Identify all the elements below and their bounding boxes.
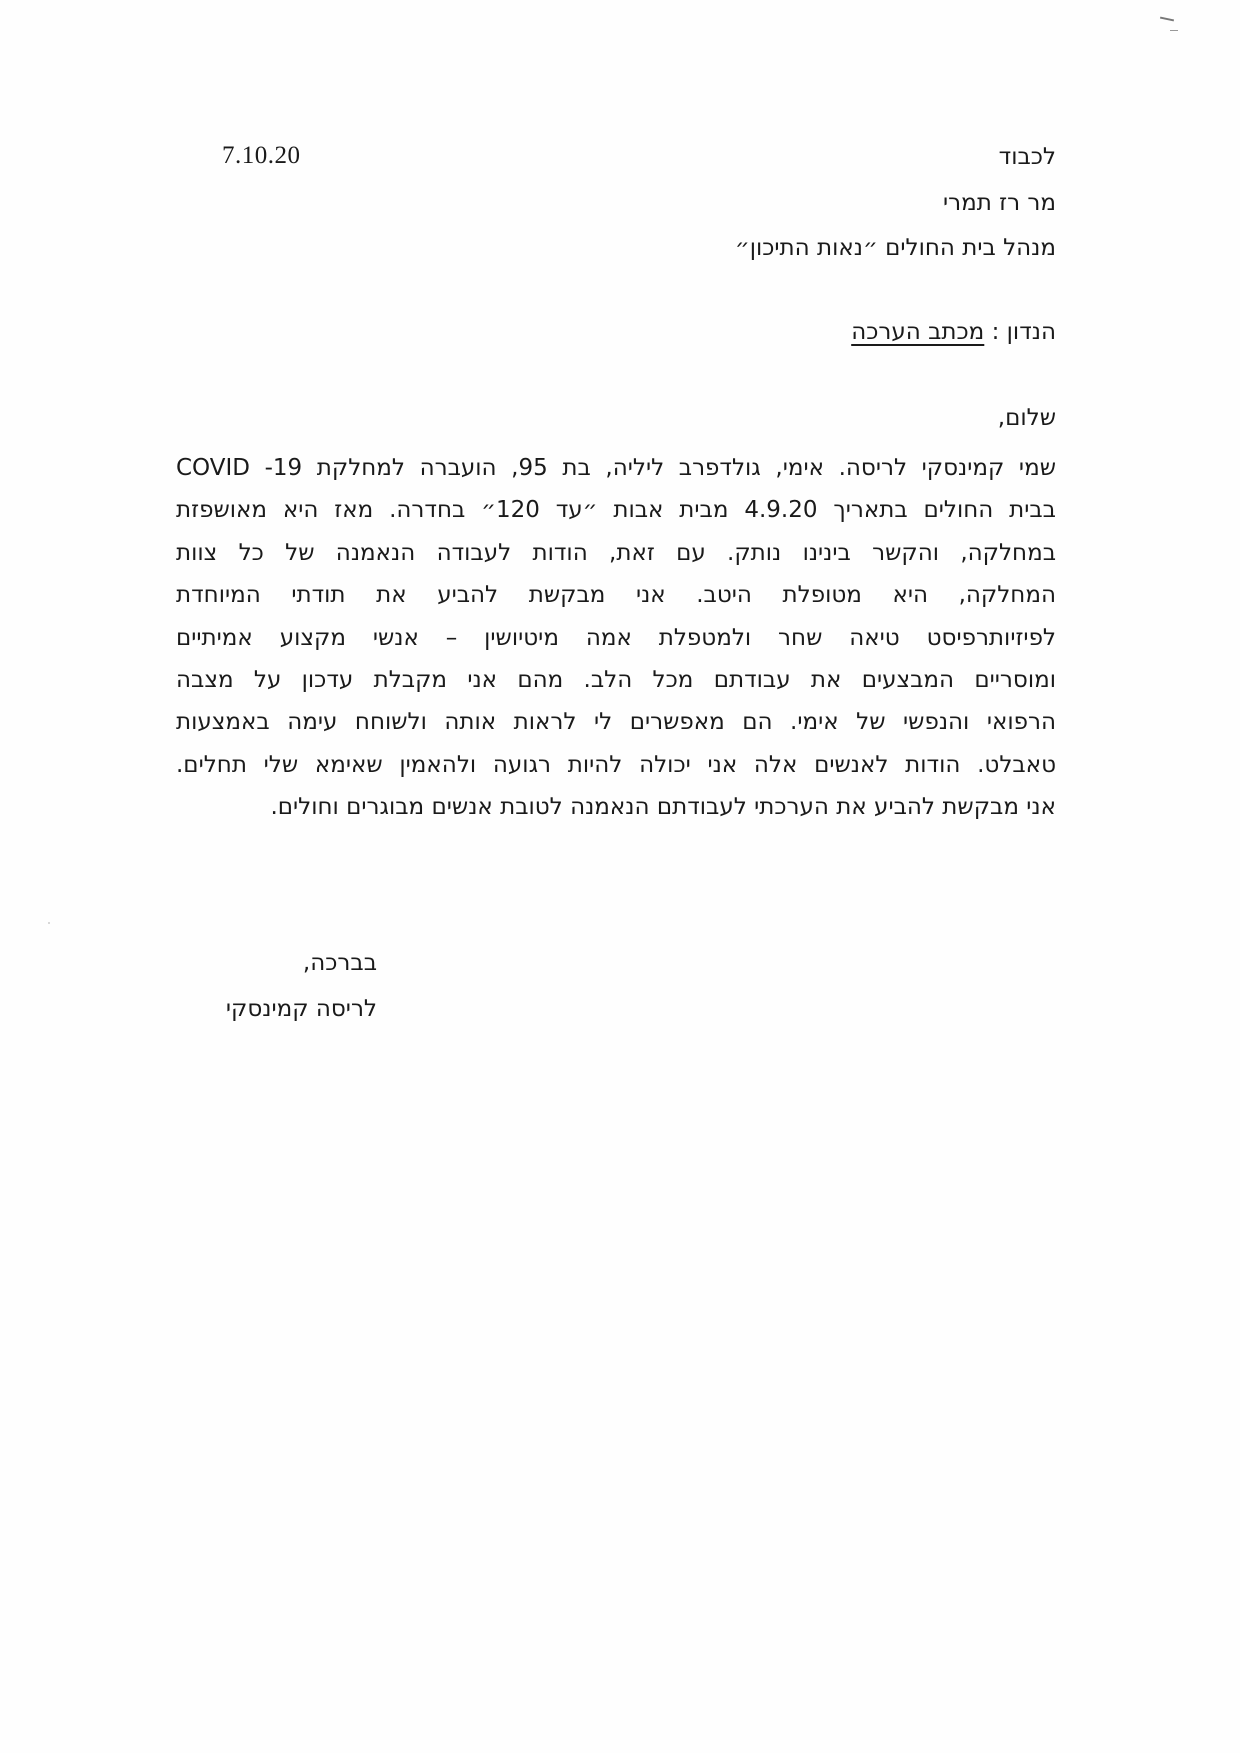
body-line: אני מבקשת להביע את הערכתי לעבודתם הנאמנה לטובת אנשים מבוגרים וחולים. xyxy=(270,794,1056,821)
closing-regards: בברכה, xyxy=(302,950,377,976)
recipient-name: מר רז תמרי xyxy=(942,190,1056,216)
body-line: הרפואי והנפשי של אימי. הם מאפשרים לי לראות אותה ולשוחח עימה באמצעות xyxy=(176,709,1056,736)
body-line: ומוסריים המבצעים את עבודתם מכל הלב. מהם אני מקבלת עדכון על מצבה xyxy=(176,666,1056,693)
subject-label: הנדון : xyxy=(991,319,1056,345)
body-line: המחלקה, היא מטופלת היטב. אני מבקשת להביע את תודתי המיוחדת xyxy=(176,582,1056,609)
subject-value: מכתב הערכה xyxy=(851,319,985,345)
letter-date: 7.10.20 xyxy=(222,142,301,169)
scan-artifact-mark xyxy=(1160,17,1174,22)
recipient-salutation: לכבוד xyxy=(998,144,1056,170)
body-line: במחלקה, והקשר בינינו נותק. עם זאת, הודות לעבודה הנאמנה של כל צוות xyxy=(176,539,1056,566)
greeting: שלום, xyxy=(997,405,1056,431)
signature-name: לריסה קמינסקי xyxy=(225,996,377,1022)
scan-artifact-dot xyxy=(48,922,50,924)
subject-line xyxy=(851,319,1056,345)
scan-artifact-mark xyxy=(1170,30,1178,31)
recipient-title: מנהל בית החולים ״נאות התיכון״ xyxy=(734,235,1056,261)
body-line: טאבלט. הודות לאנשים אלה אני יכולה להיות רגועה ולהאמין שאימא שלי תחלים. xyxy=(176,751,1056,778)
body-line: בבית החולים בתאריך 4.9.20 מבית אבות ״עד 120״ בחדרה. מאז היא מאושפזת xyxy=(176,497,1056,524)
letter-body xyxy=(176,447,1056,829)
body-line: לפיזיותרפיסט טיאה שחר ולמטפלת אמה מיטיושין – אנשי מקצוע אמיתיים xyxy=(176,624,1056,651)
body-line: שמי קמינסקי לריסה. אימי, גולדפרב ליליה, בת 95, הועברה למחלקת COVID -19 xyxy=(176,455,1056,481)
